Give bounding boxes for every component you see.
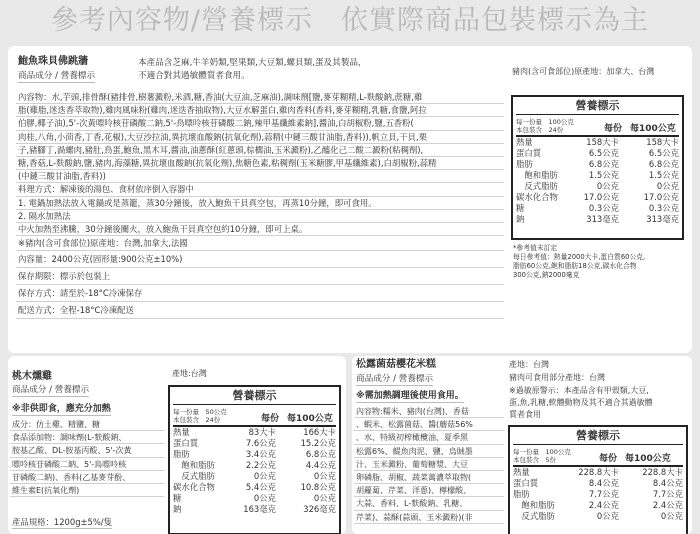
method-line: 2. 隔水加熱法 <box>16 210 504 223</box>
origin-line: ※豬肉(含可食部位)原產地：台灣,加拿大,法國 <box>16 236 504 251</box>
nutri-foot-3: 脂肪60公克,飽和脂肪18公克,碳水化合物 <box>513 262 637 270</box>
warning: ※需加熱調理後使用食用。 <box>356 391 464 401</box>
product-spec: 產品規格：1200g±5%/隻 <box>12 517 113 527</box>
section-label: 商品成分 / 營養標示 <box>12 385 90 395</box>
nutri-row: 脂肪 7.7公克 7.7公克 <box>513 489 683 499</box>
nutri-row: 熱量 228.8大卡 228.8大卡 <box>513 467 683 477</box>
origin: 產地:台灣 <box>172 369 207 378</box>
method-line: 1. 電鍋加熱法放入電鍋或是蒸籠，蒸30分鐘後，放入鮑魚干貝真空包，再蒸10分鐘，即可食用。 <box>16 197 504 210</box>
ingredient-line: 內容物：水,芋頭,排骨酥(豬排骨,樹薯澱粉,米酒,糖,香油(大豆油,芝麻油),調味劑[鹽,麥芽糊精,L-麩酸鈉,蔗糖,雞 <box>16 91 504 104</box>
nutri-row: 飽和脂肪 2.4公克 2.4公克 <box>513 500 683 510</box>
nutri-row: 脂肪 3.4公克 6.8公克 <box>173 449 336 459</box>
card-truffle-rice-cake <box>352 356 692 534</box>
ingredient-line: 子,豬腳丁,渦螺肉,豬肚,鳥蛋,鮑魚,黑木耳,醬油,油蔥酥(紅蔥頭,棕櫚油,玉米澱粉),乙醯化己二酸二澱粉(粘稠劑), <box>16 144 504 157</box>
nutri-row: 反式脂肪 0公克 0公克 <box>173 471 336 481</box>
ingredient-line: 糖,香菇,L-麩酸鈉,鹽,豬肉,海藻糖,異抗壞血酸鈉(抗氧化劑),焦糖色素,粘稠劑(玉米糖膠,甲基纖維素),白胡椒粉,蒜精 <box>16 157 504 170</box>
nutri-foot-2: 每日參考值：熱量2000大卡,蛋白質60公克, <box>513 253 646 261</box>
allergen-notice-1: 本產品含芝麻,牛羊奶類,堅果類,大豆類,螺貝類,蛋及其製品， <box>138 58 367 68</box>
nutri-row: 糖 0.3公克 0.3公克 <box>516 203 679 213</box>
ingredients-block: 成分：仿土雞、精鹽、糖 食品添加物：調味劑(L-麩酸鈉、 胺基乙酸、DL-胺基丙酸、5'-次黃 嘌呤核苷磷酸二鈉、5'-鳥嘌呤核 苷磷酸二鈉)、香料(乙基麥芽酚、 維生素E(抗氧化劑) <box>10 418 164 497</box>
nutri-foot-4: 300公克,鈉2000毫克 <box>513 271 580 279</box>
ingredient-line: 肉桂,八角,小茴香,丁香,花椒),大豆沙拉油,異抗壞血酸鈉(抗氧化劑),蒜精(中鏈三酸甘油脂,香料)),帆立貝,干貝,栗 <box>16 131 504 144</box>
product-name: 桃木燻雞 <box>12 371 52 382</box>
nutri-row: 碳水化合物 5.4公克 10.8公克 <box>173 482 336 492</box>
warning: ※非供即食，應充分加熱 <box>12 404 111 414</box>
nutrition-table <box>511 95 684 240</box>
nutrition-title: 營養標示 <box>516 97 679 115</box>
nutrition-title: 營養標示 <box>513 427 683 445</box>
nutri-row: 糖 0公克 0公克 <box>173 493 336 503</box>
ingredient-line: (中鏈三酸甘油脂,香料)) <box>16 170 504 183</box>
nutrition-table: 營養標示 每一份量 100公克 本包裝含 5份 每份 每100公克 熱量 228.8大卡 228.8大卡 蛋白質 8.4公克 8.4公克 脂肪 7.7公克 7.7公克 飽和脂肪 2.4公克 2.4公克 反式脂肪 0公克 0公克 <box>508 425 688 534</box>
page-header: 參考內容物/營養標示 依實際商品包裝標示為主 <box>50 5 650 36</box>
ingredients-block: 內容物:糯米、豬肉(台灣)、香菇 、蝦米、松露菌菇、醬(蘑菇56% 、水、特級初榨橄欖油、夏季黑 松露6%、鯷魚肉泥、鹽、烏賊墨 汁、玉米澱粉、葡萄糖漿、大豆 卵磷脂、胡椒、蔬菜萬濃萃取物( 胡蘿蔔、芹菜、洋蔥)、檸檬酸、 大蒜、香料、L-麩酸鈉、乳糖、 芹菜)、蒜酥(蒜頭、玉米澱粉)(非 <box>354 405 504 524</box>
nutri-row: 脂肪 6.8公克 6.8公克 <box>516 159 679 169</box>
card-buddha-jumps <box>8 46 692 353</box>
nutri-row: 蛋白質 8.4公克 8.4公克 <box>513 478 683 488</box>
servings-per-pack: 本包裝含 24份 <box>516 126 564 134</box>
product-name: 松露菌菇櫻花米糕 <box>356 359 436 370</box>
nutri-row: 反式脂肪 0公克 0公克 <box>513 511 683 521</box>
nutri-row: 飽和脂肪 1.5公克 1.5公克 <box>516 170 679 180</box>
nutri-row: 熱量 83大卡 166大卡 <box>173 427 336 437</box>
nutri-foot-1: *參考值未訂定 <box>513 244 558 252</box>
nutri-row: 飽和脂肪 2.2公克 4.4公克 <box>173 460 336 470</box>
section-label: 商品成分 / 營養標示 <box>18 71 96 81</box>
origin: 產地：台灣 <box>509 360 549 369</box>
ingredient-line: 伯膠,椰子油),5'-次黃嘌呤核苷磷酸二鈉,5'-鳥嘌呤核苷磷酸二鈉,辣甲基纖維素鈉],醬油,白胡椒粉,鹽,五香粉( <box>16 117 504 130</box>
col-per-100g: 每100公克 <box>630 124 676 134</box>
product-name: 鮑魚珠貝佛跳牆 <box>18 56 88 67</box>
card-smoked-chicken <box>8 356 346 534</box>
content-amount: 內容量：2400公克(固形量:900公克±10%) <box>16 251 504 268</box>
ingredient-line: 脂(雞脂,迷迭香萃取物),雞肉風味粉(雞肉,迷迭香抽取物),大豆水解蛋白,雞肉香料(香料,麥芽糊精,乳糖,食鹽,阿拉 <box>16 104 504 117</box>
nutri-row: 鈉 313毫克 313毫克 <box>516 214 679 224</box>
col-per-serving: 每份 <box>604 124 623 134</box>
storage: 保存方式：請至於-18°C冷凍保存 <box>16 285 504 302</box>
nutri-row: 反式脂肪 0公克 0公克 <box>516 181 679 191</box>
section-label: 商品成分 / 營養標示 <box>356 374 434 384</box>
origin-pork: 豬肉可食用部分產地：台灣 <box>509 373 605 382</box>
shelf-life: 保存期限：標示於包裝上 <box>16 268 504 285</box>
nutrition-table: 營養標示 每一份量 50公克 本包裝含 24份 每份 每100公克 熱量 83大卡 166大卡 蛋白質 7.6公克 15.2公克 脂肪 3.4公克 6.8公克 飽和脂肪 2.2公克 4.4公克 反式脂肪 0公克 0公克 碳水化合物 5.4公克 10.8公克 糖 0公克 0公克 鈉 163毫克 326毫克 <box>168 385 341 534</box>
nutri-row: 蛋白質 6.5公克 6.5公克 <box>516 148 679 158</box>
serving-size: 每一份量 100公克 <box>516 118 574 126</box>
nutri-row: 蛋白質 7.6公克 15.2公克 <box>173 438 336 448</box>
delivery: 配送方式：全程-18°C冷凍配送 <box>16 302 504 319</box>
nutri-row: 熱量 158大卡 158大卡 <box>516 137 679 147</box>
allergen-3: 質者食用 <box>509 410 541 419</box>
method-line: 料理方式：解凍後的湯包、食材依序倒入容器中 <box>16 183 504 196</box>
allergen-notice-2: 不適合對其過敏體質者食用。 <box>138 71 250 81</box>
allergen-1: ※過敏原警示：本產品含有甲殼類,大豆, <box>509 386 649 395</box>
ingredients-block <box>16 91 504 319</box>
allergen-2: 蛋,魚,乳糖,軟體動物及其不適合其過敏體 <box>509 398 653 407</box>
nutri-row: 鈉 163毫克 326毫克 <box>173 504 336 514</box>
origin-right: 豬肉(含可食部位)原產地：加拿大、台灣 <box>512 67 655 76</box>
nutrition-title: 營養標示 <box>173 387 336 405</box>
method-line: 中火加熱至沸騰，30分鐘後關火，放入鮑魚干貝真空包約10分鐘，即可上桌。 <box>16 223 504 236</box>
nutri-row: 碳水化合物 17.0公克 17.0公克 <box>516 192 679 202</box>
